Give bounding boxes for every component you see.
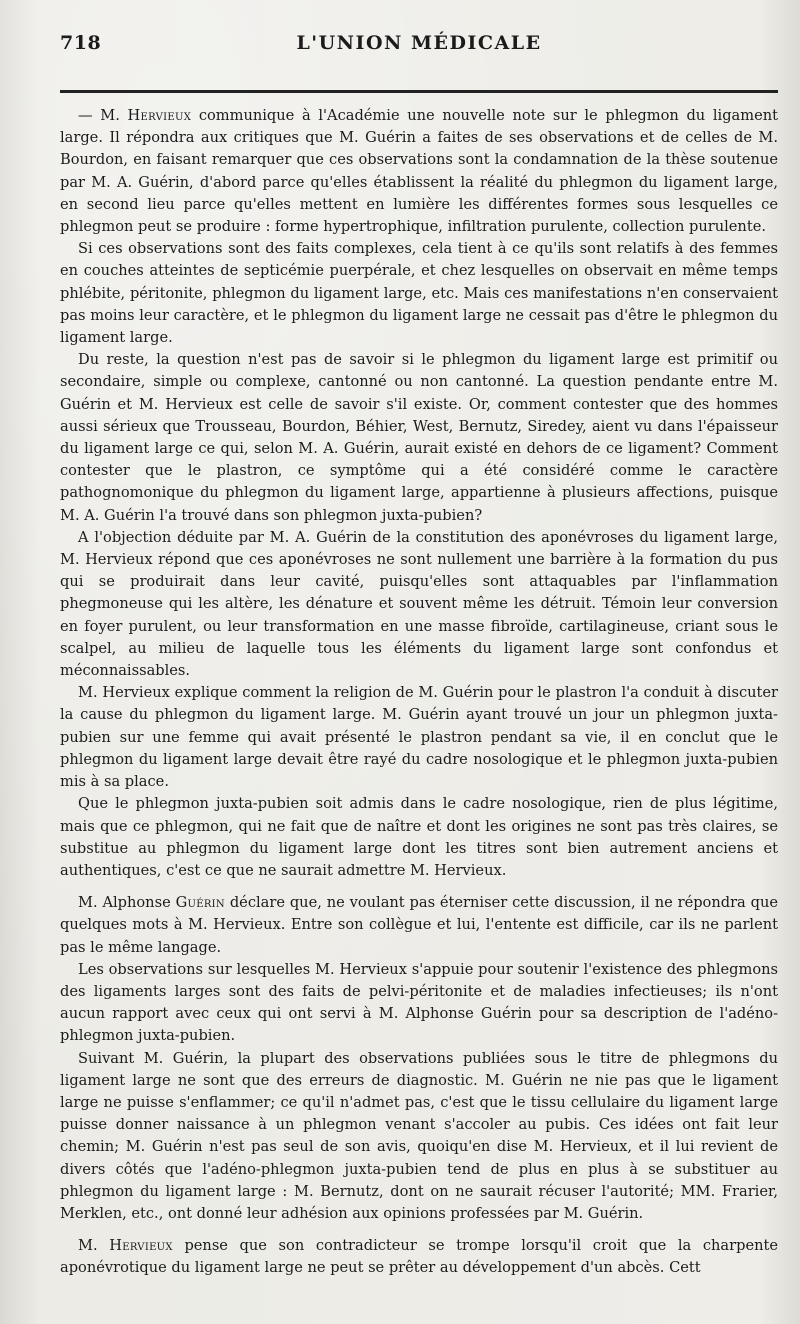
paragraph: — M. Hervieux communique à l'Académie une nouvelle note sur le phlegmon du ligament large. Il répondra aux critiques que M. Guérin a faites de ses observations et de celles de M. Bourdon, en faisant remarquer que ces observations sont la condamnation de la thèse soutenue par M. A. Guérin, d'abord parce qu'elles établissent la réalité du phlegmon du ligament large, en second lieu parce qu'elles mettent en lumière les différentes formes sous lesquelles ce phlegmon peut se produire : forme hypertrophique, infiltration purulente, collection purulente. bbox=[60, 107, 778, 236]
paragraph: Que le phlegmon juxta-pubien soit admis dans le cadre nosologique, rien de plus légitime, mais que ce phlegmon, qui ne fait que de naître et dont les origines ne sont pas très claires, se substitue au phlegmon du ligament large dont les titres sont bien autrement anciens et authentiques, c'est ce que ne saurait admettre M. Hervieux. bbox=[60, 795, 778, 879]
paragraph: Si ces observations sont des faits complexes, cela tient à ce qu'ils sont relatifs à des femmes en couches atteintes de septicémie puerpérale, et chez lesquelles on observait en même temps phlébite, péritonite, phlegmon du ligament large, etc. Mais ces manifestations n'en conservaient pas moins leur caractère, et le phlegmon du ligament large ne cessait pas d'être le phlegmon du ligament large. bbox=[60, 240, 778, 347]
speaker-name: Hervieux bbox=[109, 1237, 173, 1255]
paragraph: Du reste, la question n'est pas de savoir si le phlegmon du ligament large est primitif ou secondaire, simple ou complexe, cantonné ou non cantonné. La question pendante entre M. Guérin et M. Hervieux est celle de savoir s'il existe. Or, comment contester que des hommes aussi sérieux que Trousseau, Bourdon, Béhier, West, Bernutz, Siredey, aient vu dans l'épaisseur du ligament large ce qui, selon M. A. Guérin, aurait existé en dehors de ce ligament? Comment contester que le plastron, ce symptôme qui a été considéré comme le caractère pathognomonique du phlegmon du ligament large, appartienne à plusieurs affections, puisque M. A. Guérin l'a trouvé dans son phlegmon juxta-pubien? bbox=[60, 351, 778, 524]
paragraph: M. Alphonse Guérin déclare que, ne voulant pas éterniser cette discussion, il ne répondra que quelques mots à M. Hervieux. Entre son collègue et lui, l'entente est difficile, car ils ne parlent pas le même langage. bbox=[60, 894, 778, 956]
paragraph: Suivant M. Guérin, la plupart des observations publiées sous le titre de phlegmons du ligament large ne sont que des erreurs de diagnostic. M. Guérin ne nie pas que le ligament large ne puisse s'enflammer; ce qu'il n'admet pas, c'est que le tissu cellulaire du ligament large puisse donner naissance à un phlegmon venant s'accoler au pubis. Ces idées ont fait leur chemin; M. Guérin n'est pas seul de son avis, quoiqu'en dise M. Hervieux, et il lui revient de divers côtés que l'adéno-phlegmon juxta-pubien tend de plus en plus à se substituer au phlegmon du ligament large : M. Bernutz, dont on ne saurait récuser l'autorité; MM. Frarier, Merklen, etc., ont donné leur adhésion aux opinions professées par M. Guérin. bbox=[60, 1049, 778, 1222]
paragraph: Les observations sur lesquelles M. Hervieux s'appuie pour soutenir l'existence des phlegmons des ligaments larges sont des faits de pelvi-péritonite et de maladies infectieuses; ils n'ont aucun rapport avec ceux qui ont servi à M. Alphonse Guérin pour sa description de l'adéno-phlegmon juxta-pubien. bbox=[60, 960, 778, 1045]
page-number: 718 bbox=[60, 32, 102, 54]
page-header bbox=[60, 30, 778, 60]
paragraph: A l'objection déduite par M. A. Guérin de la constitution des aponévroses du ligament large, M. Hervieux répond que ces aponévroses ne sont nullement une barrière à la formation du pus qui se produirait dans leur cavité, puisqu'elles sont attaquables par l'inflammation phegmoneuse qui les altère, les dénature et souvent même les détruit. Témoin leur conversion en foyer purulent, ou leur transformation en une masse fibroïde, cartilagineuse, criant sous le scalpel, au milieu de laquelle tous les éléments du ligament large sont confondus et méconnaissables. bbox=[60, 528, 778, 680]
speaker-name: Guérin bbox=[175, 894, 225, 912]
header-rule bbox=[60, 90, 778, 93]
running-title: L'UNION MÉDICALE bbox=[296, 32, 542, 54]
paragraph: M. Hervieux explique comment la religion de M. Guérin pour le plastron l'a conduit à discuter la cause du phlegmon du ligament large. M. Guérin ayant trouvé un jour un phlegmon juxta-pubien sur une femme qui avait présenté le plastron pendant sa vie, il en conclut que le phlegmon du ligament large devait être rayé du cadre nosologique et le phlegmon juxta-pubien mis à sa place. bbox=[60, 684, 778, 791]
speaker-name: Hervieux bbox=[127, 107, 192, 124]
paragraph: M. Hervieux pense que son contradicteur se trompe lorsqu'il croit que la charpente aponévrotique du ligament large ne peut se prêter au développement d'un abcès. Cett bbox=[60, 1237, 778, 1277]
article-body bbox=[60, 105, 778, 1280]
